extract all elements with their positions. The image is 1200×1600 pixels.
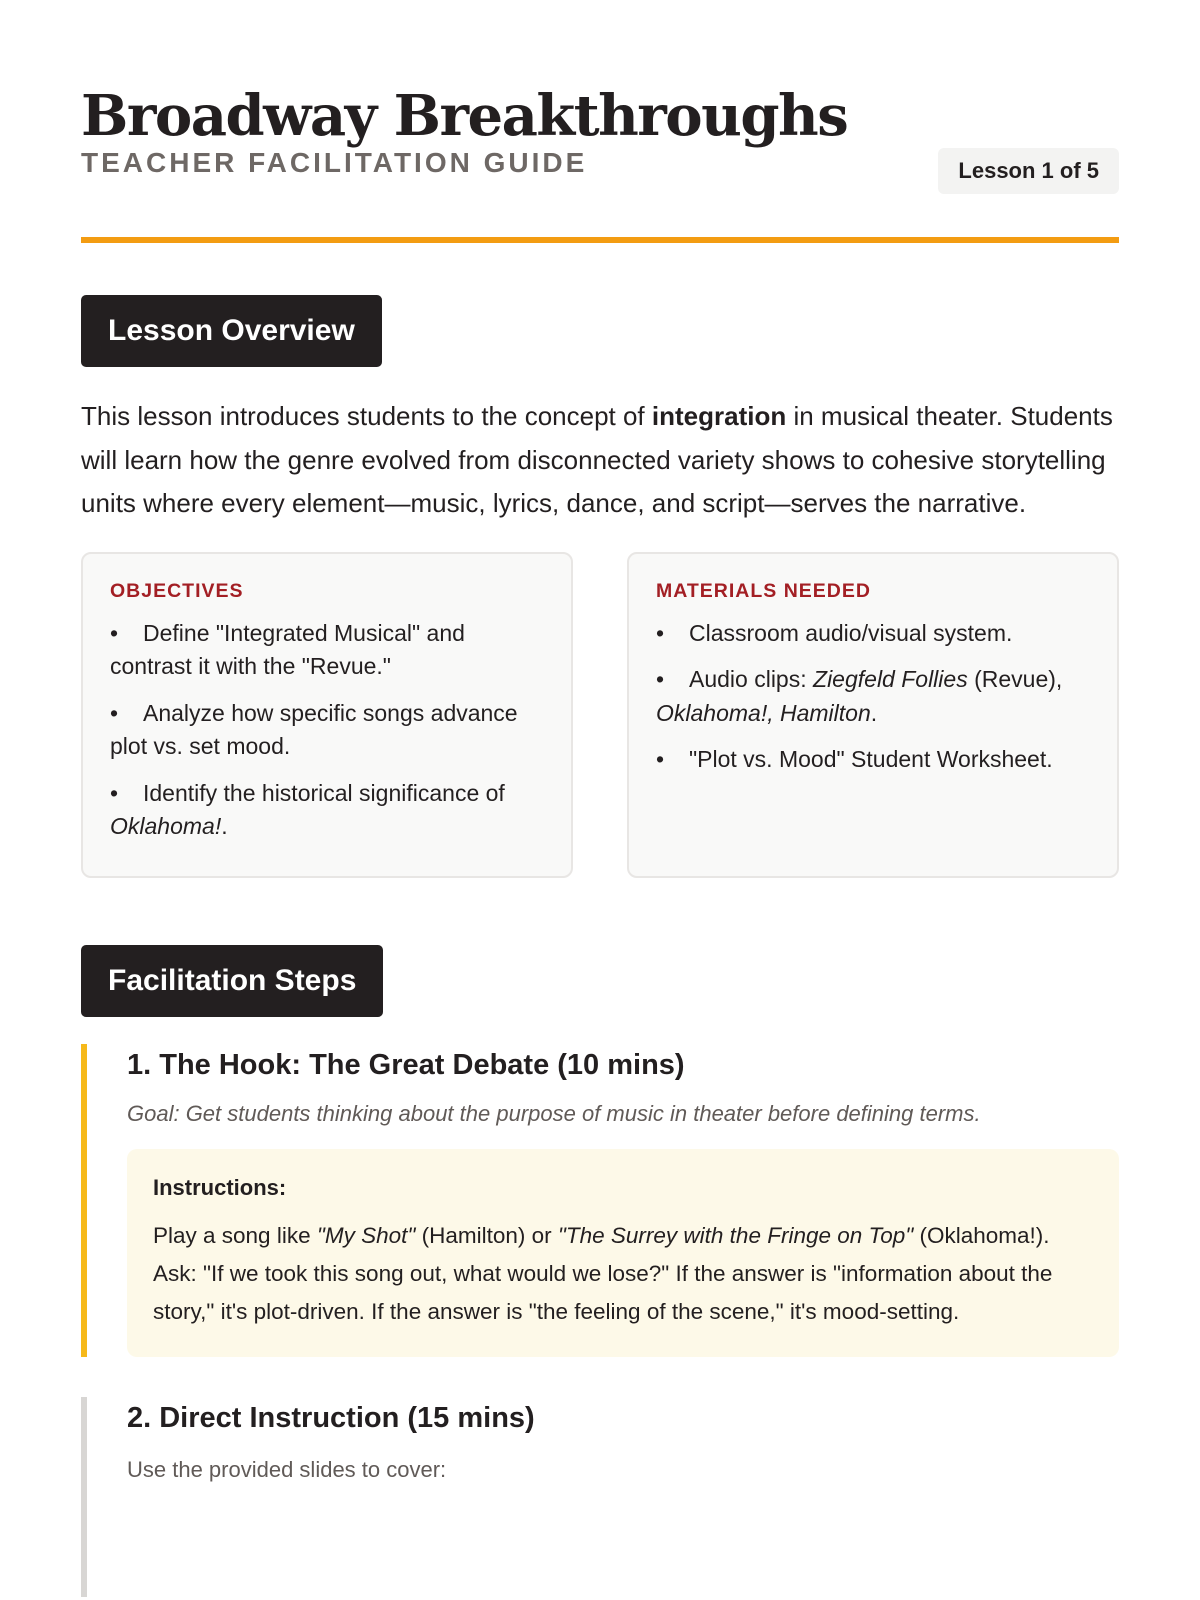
list-item xyxy=(656,663,1091,730)
step-2 xyxy=(81,1397,1119,1597)
instr-text: Play a song like xyxy=(153,1222,317,1248)
info-cards xyxy=(81,552,1119,878)
facilitation-section xyxy=(81,878,1119,1597)
intro-text-start: This lesson introduces students to the concept of xyxy=(81,401,652,431)
objectives-list xyxy=(110,617,545,844)
material-text-mid: (Revue), xyxy=(967,666,1063,692)
step-title: 1. The Hook: The Great Debate (10 mins) xyxy=(127,1048,685,1081)
objective-text: Analyze how specific songs advance plot vs. set mood. xyxy=(110,699,518,759)
list-item xyxy=(110,617,545,684)
instructions-box xyxy=(127,1149,1119,1357)
list-item xyxy=(656,743,1091,777)
bullet-icon: • xyxy=(110,699,119,726)
list-item xyxy=(656,617,1091,651)
list-item xyxy=(110,777,545,844)
materials-title: MATERIALS NEEDED xyxy=(656,579,871,602)
objectives-card xyxy=(81,552,573,878)
instr-text: (Hamilton) or xyxy=(415,1222,558,1248)
objective-text: Define "Integrated Musical" and contrast it with the "Revue." xyxy=(110,619,465,679)
bullet-icon: • xyxy=(656,666,665,692)
materials-card xyxy=(627,552,1119,878)
material-text: Audio clips: xyxy=(689,666,814,692)
objectives-title: OBJECTIVES xyxy=(110,579,244,602)
song-title: "My Shot" xyxy=(316,1222,416,1248)
instructions-label: Instructions: xyxy=(153,1174,287,1200)
objective-text: Identify the historical significance of xyxy=(143,779,505,806)
bullet-icon: • xyxy=(656,746,665,772)
document-title: Broadway Breakthroughs xyxy=(81,83,848,149)
overview-intro xyxy=(81,395,1119,526)
lesson-overview-section xyxy=(81,243,1119,878)
bullet-icon: • xyxy=(110,779,119,806)
step-1 xyxy=(81,1044,1119,1357)
step-accent-bar xyxy=(81,1044,87,1357)
step-accent-bar xyxy=(81,1397,87,1597)
material-italic: Ziegfeld Follies xyxy=(813,666,968,692)
instr-text: (Oklahoma!). Ask: "If we took this song out, what would we lose?" If the answer is "information about the story," it's plot-driven. If the answer is "the feeling of the scene," it's mood-setting. xyxy=(153,1222,1053,1324)
step-title: 2. Direct Instruction (15 mins) xyxy=(127,1401,535,1434)
section-heading-facilitation: Facilitation Steps xyxy=(81,945,383,1017)
material-text: "Plot vs. Mood" Student Worksheet. xyxy=(689,746,1053,772)
section-heading-overview: Lesson Overview xyxy=(81,295,382,367)
lesson-number-badge: Lesson 1 of 5 xyxy=(938,148,1119,194)
step-text: Use the provided slides to cover: xyxy=(127,1456,447,1482)
instructions-text xyxy=(153,1217,1093,1331)
song-title: "The Surrey with the Fringe on Top" xyxy=(557,1222,914,1248)
material-italic: Oklahoma!, Hamilton xyxy=(656,699,871,726)
bullet-icon: • xyxy=(110,619,119,646)
material-text-end: . xyxy=(870,699,878,726)
objective-italic: Oklahoma! xyxy=(110,813,222,839)
intro-text-end: in musical theater. Students will learn how the genre evolved from disconnected variety shows to cohesive storytelling units where every element—music, lyrics, dance, and script—serves the narrative. xyxy=(81,401,1113,518)
list-item xyxy=(110,697,545,764)
intro-keyword: integration xyxy=(651,401,787,431)
step-goal: Goal: Get students thinking about the purpose of music in theater before defining terms. xyxy=(127,1100,981,1126)
document-header xyxy=(81,0,1119,243)
objective-text-end: . xyxy=(221,813,228,839)
material-text: Classroom audio/visual system. xyxy=(689,619,1013,646)
materials-list xyxy=(656,617,1091,777)
document-subtitle: TEACHER FACILITATION GUIDE xyxy=(81,147,588,178)
bullet-icon: • xyxy=(656,619,665,646)
